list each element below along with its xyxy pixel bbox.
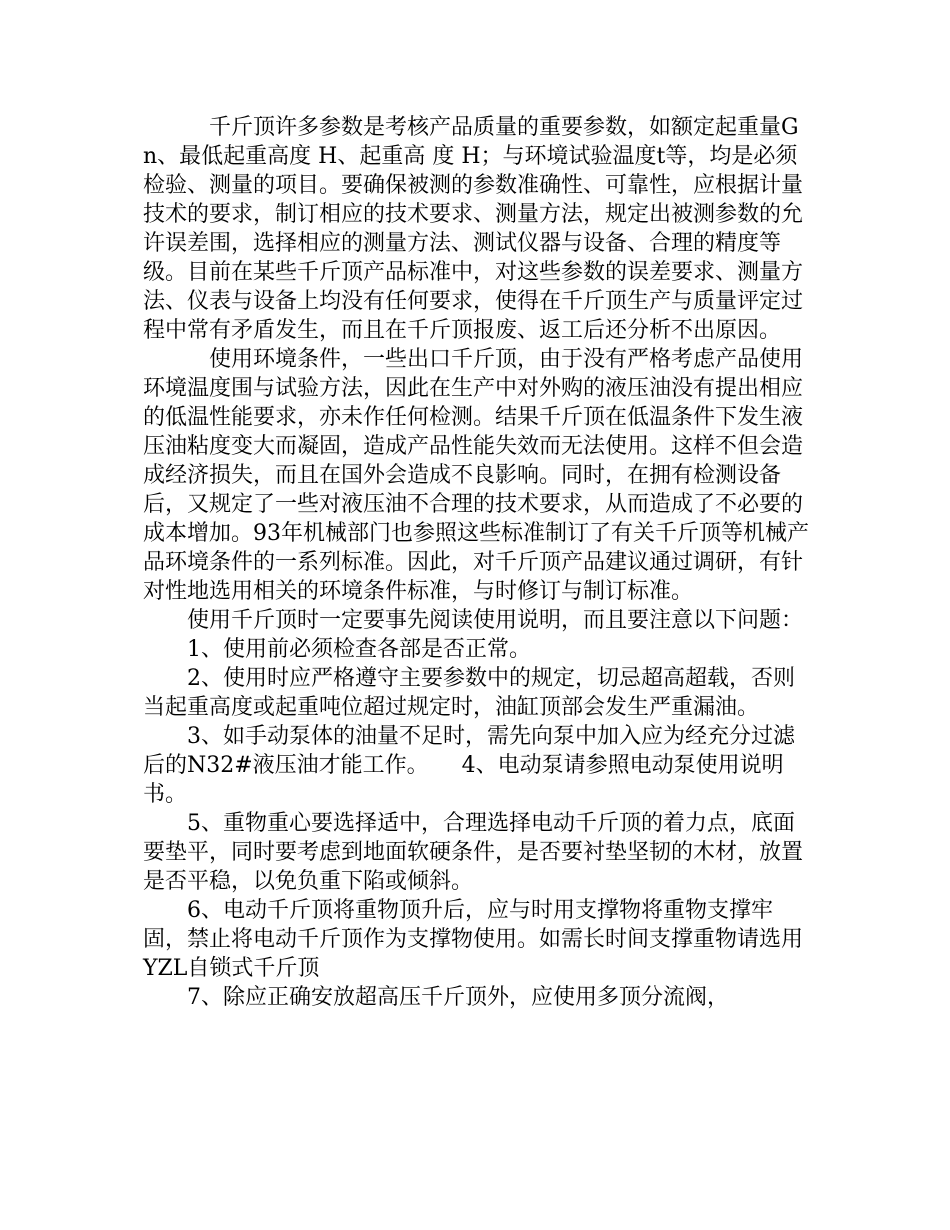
list-item-6: 6、电动千斤顶将重物顶升后，应与时用支撑物将重物支撑牢固，禁止将电动千斤顶作为支撑物使用。如需长时间支撑重物请选用YZL自锁式千斤顶 xyxy=(143,898,804,981)
list-item-1: 1、使用前必须检查各部是否正常。 xyxy=(187,637,531,662)
list-item-2: 2、使用时应严格遵守主要参数中的规定，切忌超高超载，否则当起重高度或起重吨位超过规定时，油缸顶部会发生严重漏油。 xyxy=(143,666,795,720)
list-item-3-4: 3、如手动泵体的油量不足时，需先向泵中加入应为经充分过滤后的N32#液压油才能工作。 4、电动泵请参照电动泵使用说明书。 xyxy=(143,724,795,807)
paragraph-usage-intro: 使用千斤顶时一定要事先阅读使用说明，而且要注意以下问题： xyxy=(187,608,804,633)
paragraph-environment-conditions: 使用环境条件，一些出口千斤顶，由于没有严格考虑产品使用环境温度围与试验方法，因此在生产中对外购的液压油没有提出相应的低温性能要求，亦未作任何检测。结果千斤顶在低温条件下发生液压油粘度变大而凝固，造成产品性能失效而无法使用。这样不但会造成经济损失，而且在国外会造成不良影响。同时，在拥有检测设备后，又规定了一些对液压油不合理的技术要求，从而造成了不必要的成本增加。93年机械部门也参照这些标准制订了有关千斤顶等机械产品环境条件的一系列标准。因此，对千斤顶产品建议通过调研，有针对性地选用相关的环境条件标准，与时修订与制订标准。 xyxy=(143,347,809,604)
paragraph-quality-parameters: 千斤顶许多参数是考核产品质量的重要参数，如额定起重量Gn、最低起重高度 H、起重高 度 H；与环境试验温度t等，均是必须检验、测量的项目。要确保被测的参数准确性、可靠性，应根据计量技术的要求，制订相应的技术要求、测量方法，规定出被测参数的允许误差围，选择相应的测量方法、测试仪器与设备、合理的精度等级。目前在某些千斤顶产品标准中，对这些参数的误差要求、测量方法、仪表与设备上均没有任何要求，使得在千斤顶生产与质量评定过程中常有矛盾发生，而且在千斤顶报废、返工后还分析不出原因。 xyxy=(143,115,804,343)
list-item-5: 5、重物重心要选择适中，合理选择电动千斤顶的着力点，底面要垫平，同时要考虑到地面软硬条件，是否要衬垫坚韧的木材，放置是否平稳，以免负重下陷或倾斜。 xyxy=(143,811,804,894)
list-item-7: 7、除应正确安放超高压千斤顶外，应使用多顶分流阀， xyxy=(187,985,729,1010)
document-body xyxy=(143,113,813,1012)
